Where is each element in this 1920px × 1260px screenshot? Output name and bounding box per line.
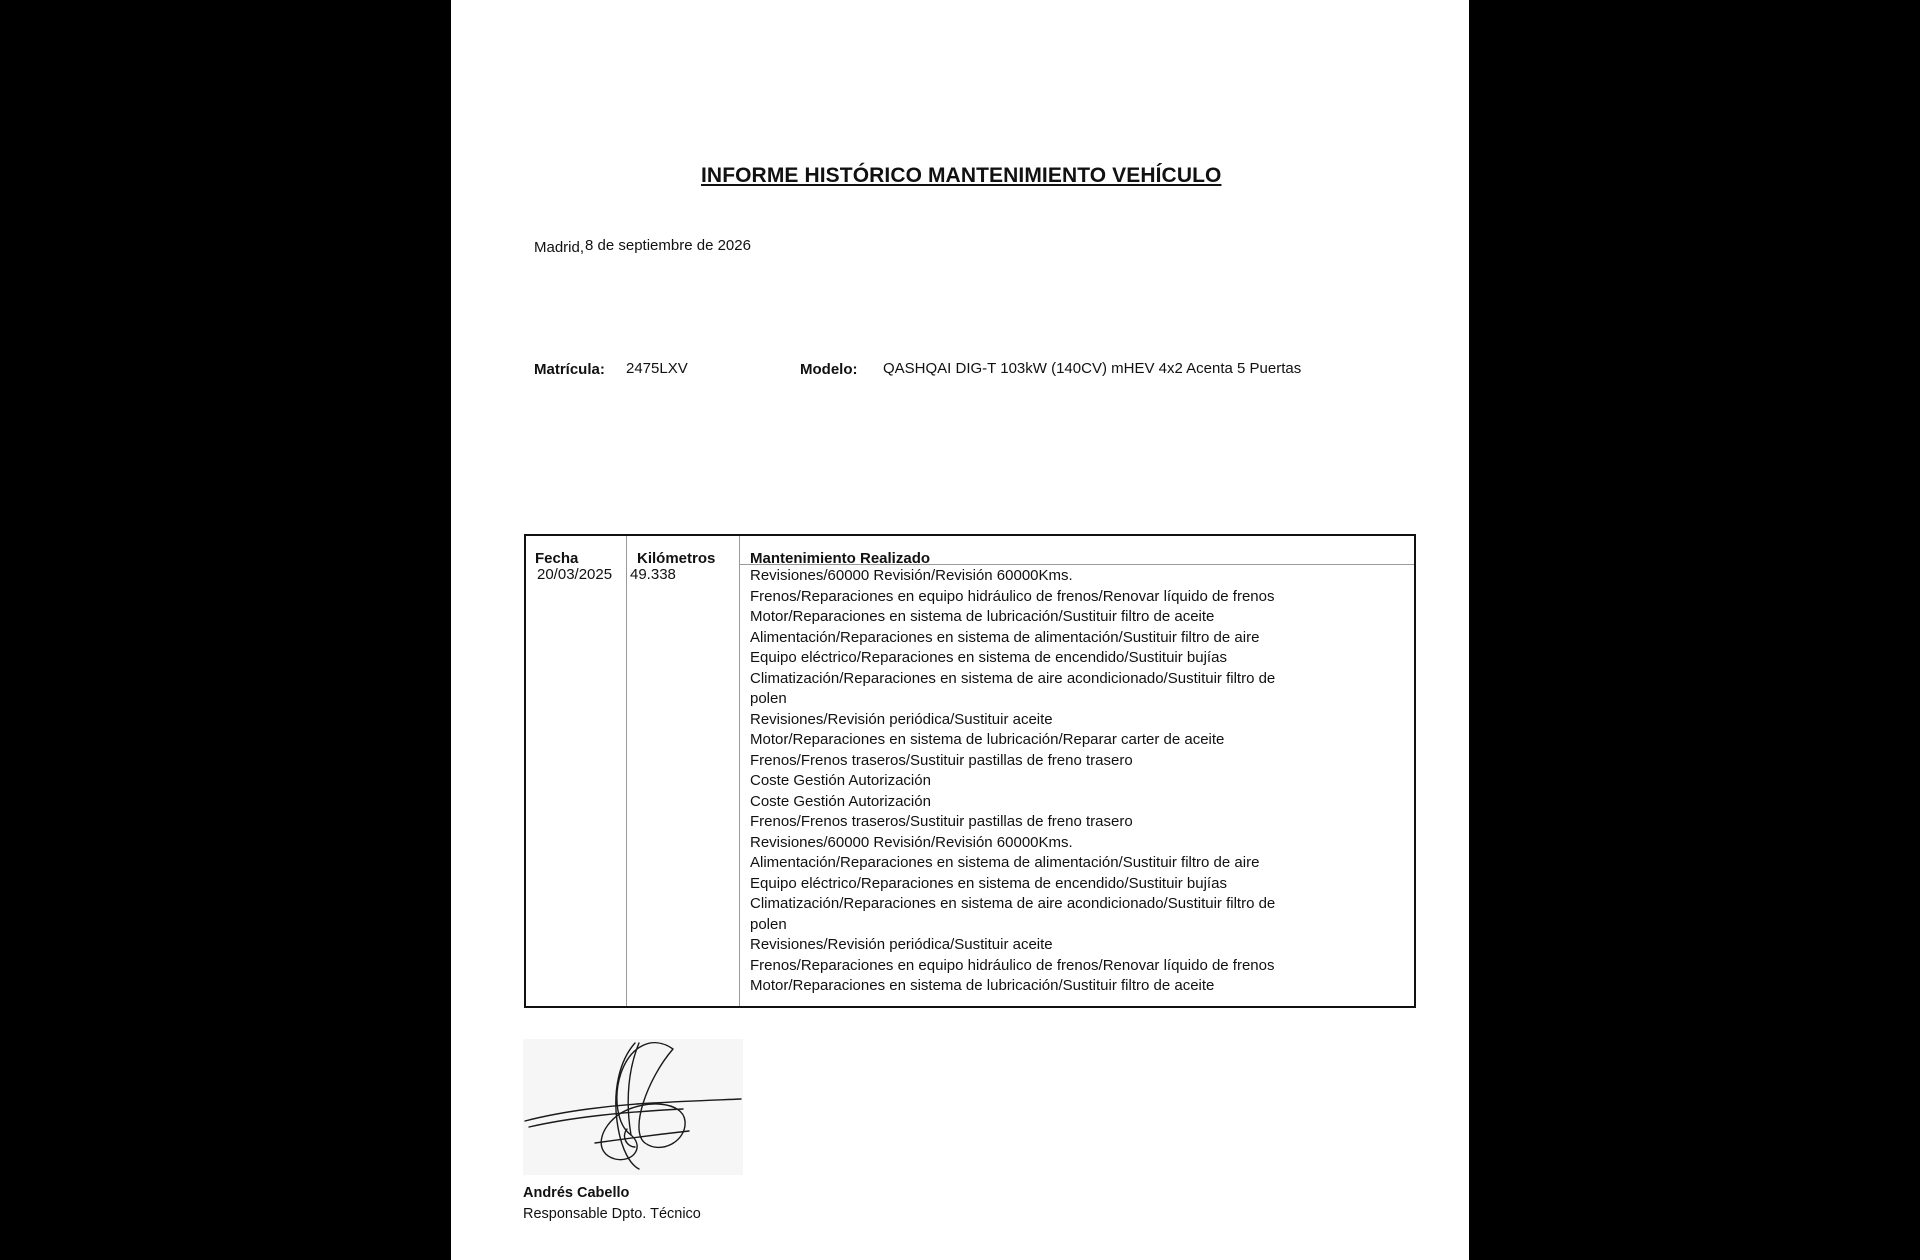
maintenance-item: Frenos/Frenos traseros/Sustituir pastillas de freno trasero: [750, 813, 1133, 830]
maintenance-item: Frenos/Reparaciones en equipo hidráulico de frenos/Renovar líquido de frenos: [750, 956, 1275, 974]
maintenance-table: [524, 534, 1416, 1008]
header-mantenimiento: Mantenimiento Realizado: [750, 550, 931, 567]
maintenance-item: polen: [750, 690, 787, 707]
maintenance-item: Revisiones/60000 Revisión/Revisión 60000Kms.: [750, 567, 1073, 584]
plate-label: Matrícula:: [534, 361, 605, 378]
plate-value: 2475LXV: [626, 360, 688, 377]
document-page: [451, 0, 1469, 1260]
issue-date: 8 de septiembre de 2026: [585, 237, 751, 254]
maintenance-item: Alimentación/Reparaciones en sistema de alimentación/Sustituir filtro de aire: [750, 854, 1260, 871]
signature-drawing: [523, 1039, 743, 1175]
signer-name: Andrés Cabello: [523, 1185, 630, 1201]
maintenance-item: Revisiones/Revisión periódica/Sustituir aceite: [750, 710, 1053, 728]
maintenance-item: Motor/Reparaciones en sistema de lubricación/Sustituir filtro de aceite: [750, 608, 1215, 625]
row-kilometers: 49.338: [630, 566, 676, 583]
maintenance-item: Frenos/Reparaciones en equipo hidráulico de frenos/Renovar líquido de frenos: [750, 587, 1275, 605]
model-value: QASHQAI DIG-T 103kW (140CV) mHEV 4x2 Acenta 5 Puertas: [883, 360, 1302, 377]
row-date: 20/03/2025: [537, 566, 613, 583]
signer-role: Responsable Dpto. Técnico: [523, 1206, 701, 1222]
maintenance-item: Coste Gestión Autorización: [750, 772, 931, 789]
column-divider: [739, 536, 740, 1006]
document-title: INFORME HISTÓRICO MANTENIMIENTO VEHÍCULO: [701, 164, 1222, 187]
maintenance-item: Revisiones/60000 Revisión/Revisión 60000Kms.: [750, 833, 1073, 851]
maintenance-item: Coste Gestión Autorización: [750, 792, 931, 810]
model-label: Modelo:: [800, 361, 858, 378]
maintenance-list: [750, 566, 1275, 997]
maintenance-item: Revisiones/Revisión periódica/Sustituir aceite: [750, 936, 1053, 953]
maintenance-item: Equipo eléctrico/Reparaciones en sistema de encendido/Sustituir bujías: [750, 874, 1227, 892]
maintenance-item: Frenos/Frenos traseros/Sustituir pastillas de freno trasero: [750, 751, 1133, 769]
handwritten-signature: [523, 1039, 743, 1175]
maintenance-item: Motor/Reparaciones en sistema de lubricación/Reparar carter de aceite: [750, 731, 1225, 748]
issue-place: Madrid,: [534, 239, 585, 256]
maintenance-item: Motor/Reparaciones en sistema de lubricación/Sustituir filtro de aceite: [750, 977, 1215, 994]
maintenance-item: Climatización/Reparaciones en sistema de aire acondicionado/Sustituir filtro de: [750, 669, 1276, 687]
maintenance-item: polen: [750, 915, 787, 933]
maintenance-item: Equipo eléctrico/Reparaciones en sistema de encendido/Sustituir bujías: [750, 649, 1227, 666]
maintenance-item: Climatización/Reparaciones en sistema de aire acondicionado/Sustituir filtro de: [750, 895, 1276, 912]
maintenance-item: Alimentación/Reparaciones en sistema de alimentación/Sustituir filtro de aire: [750, 628, 1260, 646]
header-kilometros: Kilómetros: [637, 550, 716, 567]
column-divider: [626, 536, 627, 1006]
header-fecha: Fecha: [535, 550, 579, 567]
